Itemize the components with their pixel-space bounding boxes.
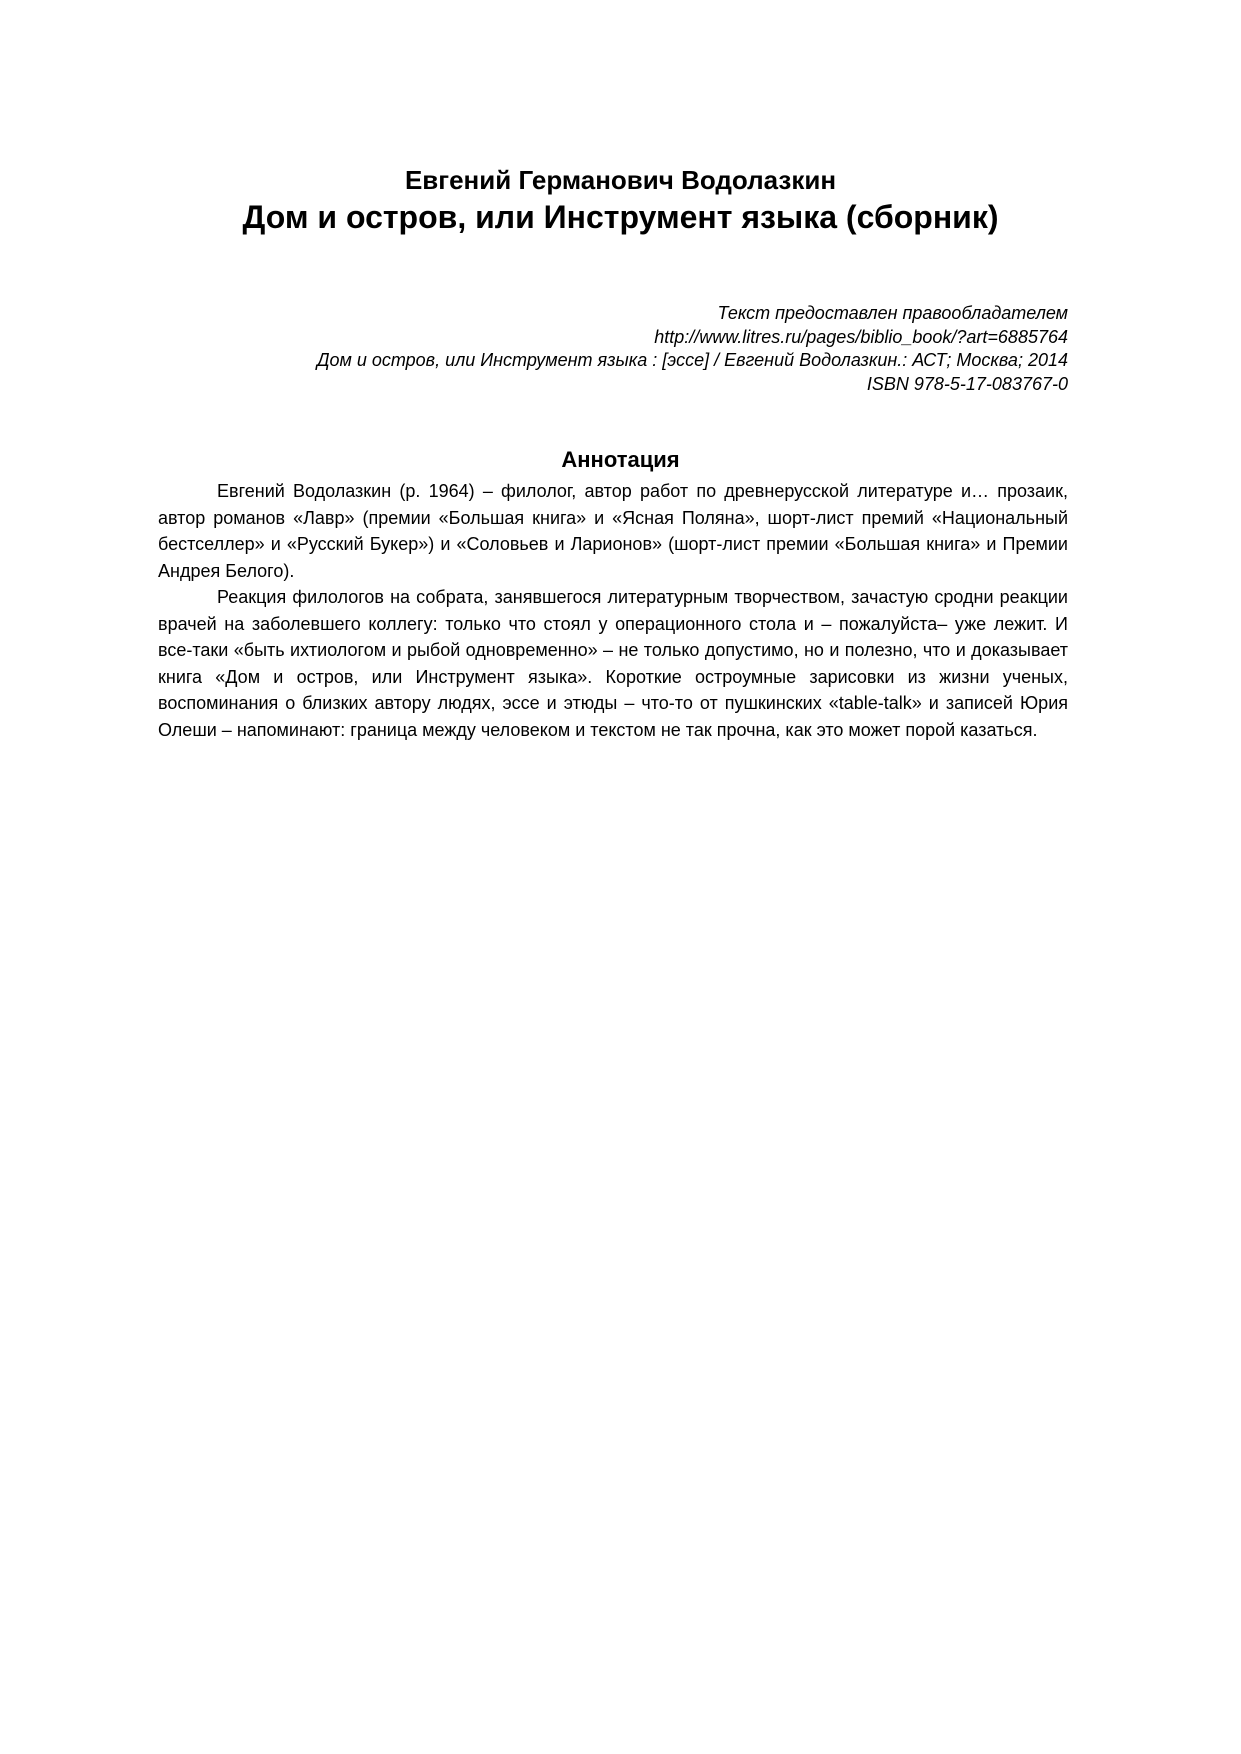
credit-source-url: http://www.litres.ru/pages/biblio_book/?art=6885764 [654,326,1068,347]
book-title: Дом и остров, или Инструмент языка (сборник) [242,199,999,235]
author-name: Евгений Германович Водолазкин [404,165,837,195]
credit-isbn: ISBN 978-5-17-083767-0 [866,373,1068,394]
annotation-heading: Аннотация [561,447,680,472]
annotation-paragraph: Реакция филологов на собрата, занявшегося литературным творчеством, зачастую сродни реакции врачей на заболевшего коллегу: только что стоял у операционного стола и – пожалуйста– уже лежит. И все-таки «быть ихтиологом и рыбой одновременно» – не только допустимо, но и полезно, что и доказывает книга «Дом и остров, или Инструмент языка». Короткие остроумные зарисовки из жизни ученых, воспоминания о близких автору людях, эссе и этюды – что-то от пушкинских «table-talk» и записей Юрия Олеши – напоминают: граница между человеком и текстом не так прочна, как это может порой казаться. [158,587,1068,740]
annotation-paragraph: Евгений Водолазкин (р. 1964) – филолог, автор работ по древнерусской литературе и… прозаик, автор романов «Лавр» (премии «Большая книга» и «Ясная Поляна», шорт-лист премий «Национальный бестселлер» и «Русский Букер») и «Соловьев и Ларионов» (шорт-лист премии «Большая книга» и Премии Андрея Белого). [158,481,1068,581]
credit-bibliographic-record: Дом и остров, или Инструмент языка : [эссе] / Евгений Водолазкин.: АСТ; Москва; 2014 [316,350,1068,370]
publication-credits [158,302,1068,396]
credit-provided-by: Текст предоставлен правообладателем [717,303,1068,323]
annotation-text [158,478,1068,743]
